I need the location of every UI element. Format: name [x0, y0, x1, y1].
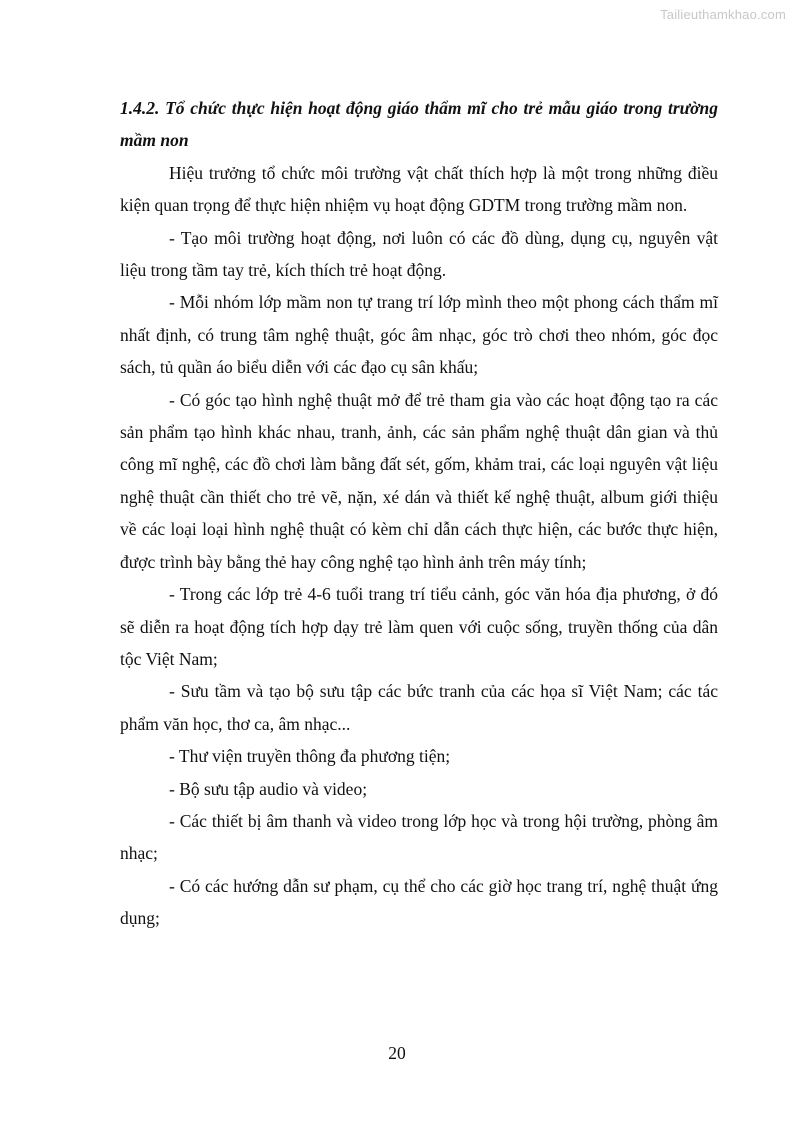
list-item: - Trong các lớp trẻ 4-6 tuổi trang trí tiểu cảnh, góc văn hóa địa phương, ở đó sẽ diễn ra hoạt động tích hợp dạy trẻ làm quen với cuộc sống, truyền thống của dân tộc Việt Nam;: [120, 584, 718, 669]
section-heading: 1.4.2. Tổ chức thực hiện hoạt động giáo thẩm mĩ cho trẻ mẫu giáo trong trường mầm non: [120, 98, 718, 151]
paragraph-intro: Hiệu trưởng tổ chức môi trường vật chất thích hợp là một trong những điều kiện quan trọng để thực hiện nhiệm vụ hoạt động GDTM trong trường mầm non.: [120, 162, 718, 216]
list-item: - Tạo môi trường hoạt động, nơi luôn có các đồ dùng, dụng cụ, nguyên vật liệu trong tầm tay trẻ, kích thích trẻ hoạt động.: [120, 227, 718, 281]
list-item: - Có các hướng dẫn sư phạm, cụ thể cho các giờ học trang trí, nghệ thuật ứng dụng;: [120, 875, 718, 929]
document-body: [120, 92, 718, 935]
list-item: - Mỗi nhóm lớp mầm non tự trang trí lớp mình theo một phong cách thẩm mĩ nhất định, có trung tâm nghệ thuật, góc âm nhạc, góc trò chơi theo nhóm, góc đọc sách, tủ quần áo biểu diễn với các đạo cụ sân khấu;: [120, 292, 718, 378]
list-item: - Các thiết bị âm thanh và video trong lớp học và trong hội trường, phòng âm nhạc;: [120, 810, 718, 864]
list-item: - Sưu tầm và tạo bộ sưu tập các bức tranh của các họa sĩ Việt Nam; các tác phẩm văn học, thơ ca, âm nhạc...: [120, 681, 718, 734]
watermark: Tailieuthamkhao.com: [660, 7, 786, 22]
list-item: - Bộ sưu tập audio và video;: [169, 778, 368, 799]
list-item: - Có góc tạo hình nghệ thuật mở để trẻ tham gia vào các hoạt động tạo ra các sản phẩm tạo hình khác nhau, tranh, ảnh, các sản phẩm nghệ thuật dân gian và thủ công mĩ nghệ, các đồ chơi làm bằng đất sét, gốm, khảm trai, các loại nguyên vật liệu nghệ thuật cần thiết cho trẻ vẽ, nặn, xé dán và thiết kế nghệ thuật, album giới thiệu về các loại loại hình nghệ thuật có kèm chỉ dẫn cách thực hiện, các bước thực hiện, được trình bày bằng thẻ hay công nghệ tạo hình ảnh trên máy tính;: [120, 389, 718, 572]
page-number: 20: [388, 1043, 406, 1063]
list-item: - Thư viện truyền thông đa phương tiện;: [169, 746, 451, 767]
